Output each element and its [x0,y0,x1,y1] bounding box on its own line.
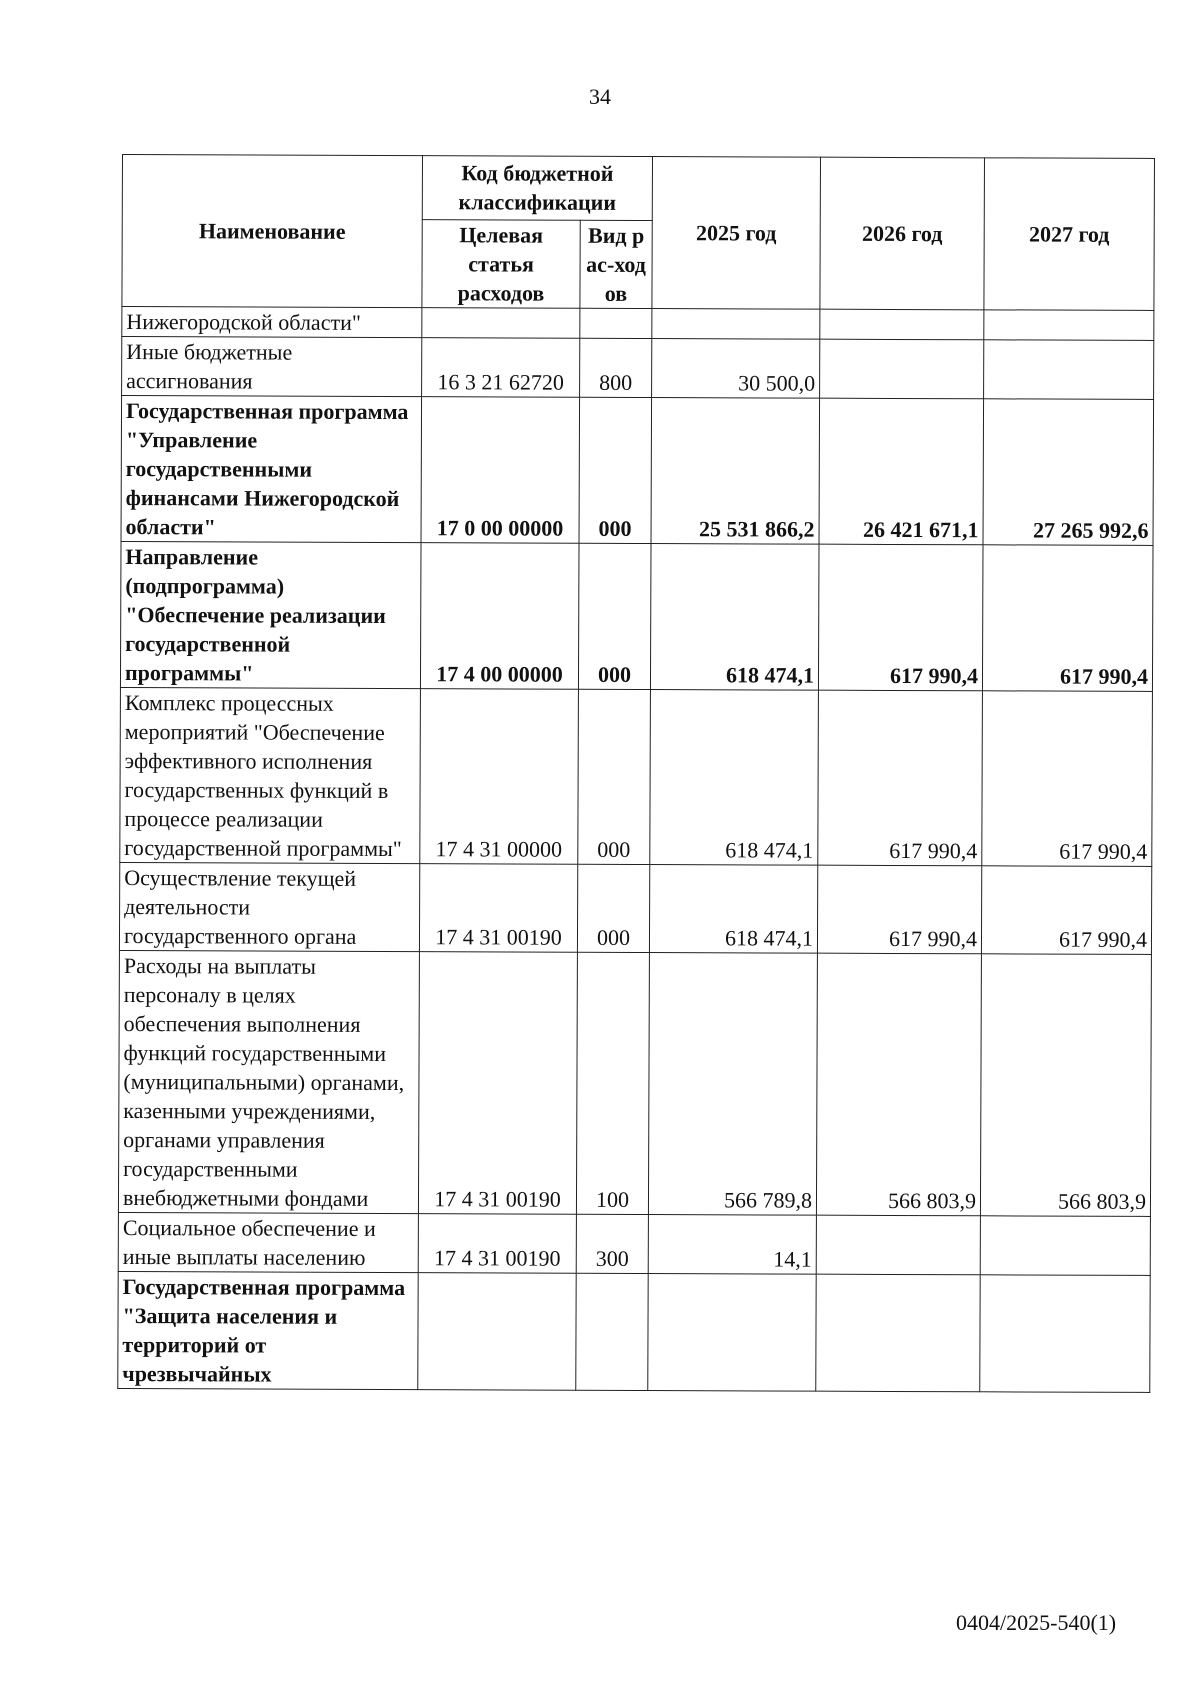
row-2025: 14,1 [648,1215,816,1275]
row-name: Комплекс процессных мероприятий "Обеспечение эффективного исполнения государственных функций в процессе реализации государственной программы" [120,687,421,863]
row-code [418,1273,576,1391]
row-2026 [820,309,984,340]
row-code: 17 4 31 00190 [418,952,577,1215]
row-code: 17 4 31 00190 [418,1214,576,1274]
row-name: Направление (подпрограмма) "Обеспечение реализации государственной программы" [120,541,421,688]
row-2027: 617 990,4 [981,866,1151,955]
row-2026: 26 421 671,1 [819,398,984,545]
row-2026: 617 990,4 [818,690,983,866]
row-kind [576,1273,648,1390]
row-2026: 617 990,4 [818,544,983,691]
row-kind: 000 [578,689,651,864]
header-budget-code: Код бюджетной классификации [422,156,652,221]
header-2026: 2026 год [820,157,985,310]
row-2025: 618 474,1 [650,690,819,866]
row-kind: 800 [580,338,652,397]
row-2027 [980,1216,1150,1276]
row-2026: 617 990,4 [817,865,981,954]
row-2025: 30 500,0 [652,339,820,399]
table-row [120,687,1153,866]
row-2027 [980,1275,1150,1393]
row-code: 17 4 00 00000 [420,543,579,690]
row-code [422,308,580,339]
row-kind: 000 [579,397,652,543]
row-2026 [816,1215,980,1275]
row-2025: 566 789,8 [648,953,817,1216]
row-2025: 25 531 866,2 [651,398,820,545]
table-row [118,1271,1150,1392]
row-code: 17 0 00 00000 [421,397,580,544]
document-code: 0404/2025-540(1) [956,1610,1117,1635]
header-name: Наименование [122,155,423,308]
row-name: Нижегородской области" [122,307,422,338]
header-target: Целевая статья расходов [422,220,580,309]
row-2025 [652,309,820,340]
row-name: Расходы на выплаты персоналу в целях обеспечения выполнения функций государственными (муниципальными) органами, казенными учреждениями, органами управления государственными внебюджетными фондами [118,950,419,1213]
table-row [121,396,1154,546]
row-kind: 100 [576,952,649,1214]
row-2027 [984,340,1154,400]
row-2025: 618 474,1 [650,544,819,691]
row-2027: 617 990,4 [982,545,1153,692]
table-row [118,1212,1150,1275]
header-2025: 2025 год [652,157,821,310]
row-2025: 618 474,1 [649,865,817,954]
table-row [120,541,1153,691]
row-name: Социальное обеспечение и иные выплаты населению [118,1212,418,1272]
row-kind: 000 [577,864,649,952]
row-code: 17 4 31 00000 [420,689,579,865]
table-row [119,862,1151,954]
row-2027: 27 265 992,6 [983,399,1154,546]
row-2026 [816,1274,980,1392]
table-row [118,950,1151,1216]
row-name: Иные бюджетные ассигнования [122,337,422,397]
row-kind: 300 [576,1214,648,1273]
row-name: Государственная программа "Управление государственными финансами Нижегородской области" [121,396,422,543]
row-2027: 617 990,4 [982,691,1153,867]
row-name: Осуществление текущей деятельности государственного органа [119,862,419,951]
table-row [122,307,1154,341]
header-kind: Вид рас-ходов [580,220,652,308]
row-2026: 566 803,9 [816,953,981,1216]
row-2026 [820,339,984,399]
row-name: Государственная программа "Защита населения и территорий от чрезвычайных [118,1271,418,1389]
row-kind [580,308,652,338]
budget-table [117,154,1155,1393]
row-2027: 566 803,9 [980,954,1151,1217]
row-code: 17 4 31 00190 [419,864,577,953]
header-2027: 2027 год [984,158,1155,311]
page-number: 34 [589,84,611,109]
row-2027 [984,310,1154,341]
row-code: 16 3 21 62720 [422,338,580,398]
table-row [122,337,1154,400]
row-kind: 000 [578,543,651,689]
row-2025 [648,1274,816,1392]
